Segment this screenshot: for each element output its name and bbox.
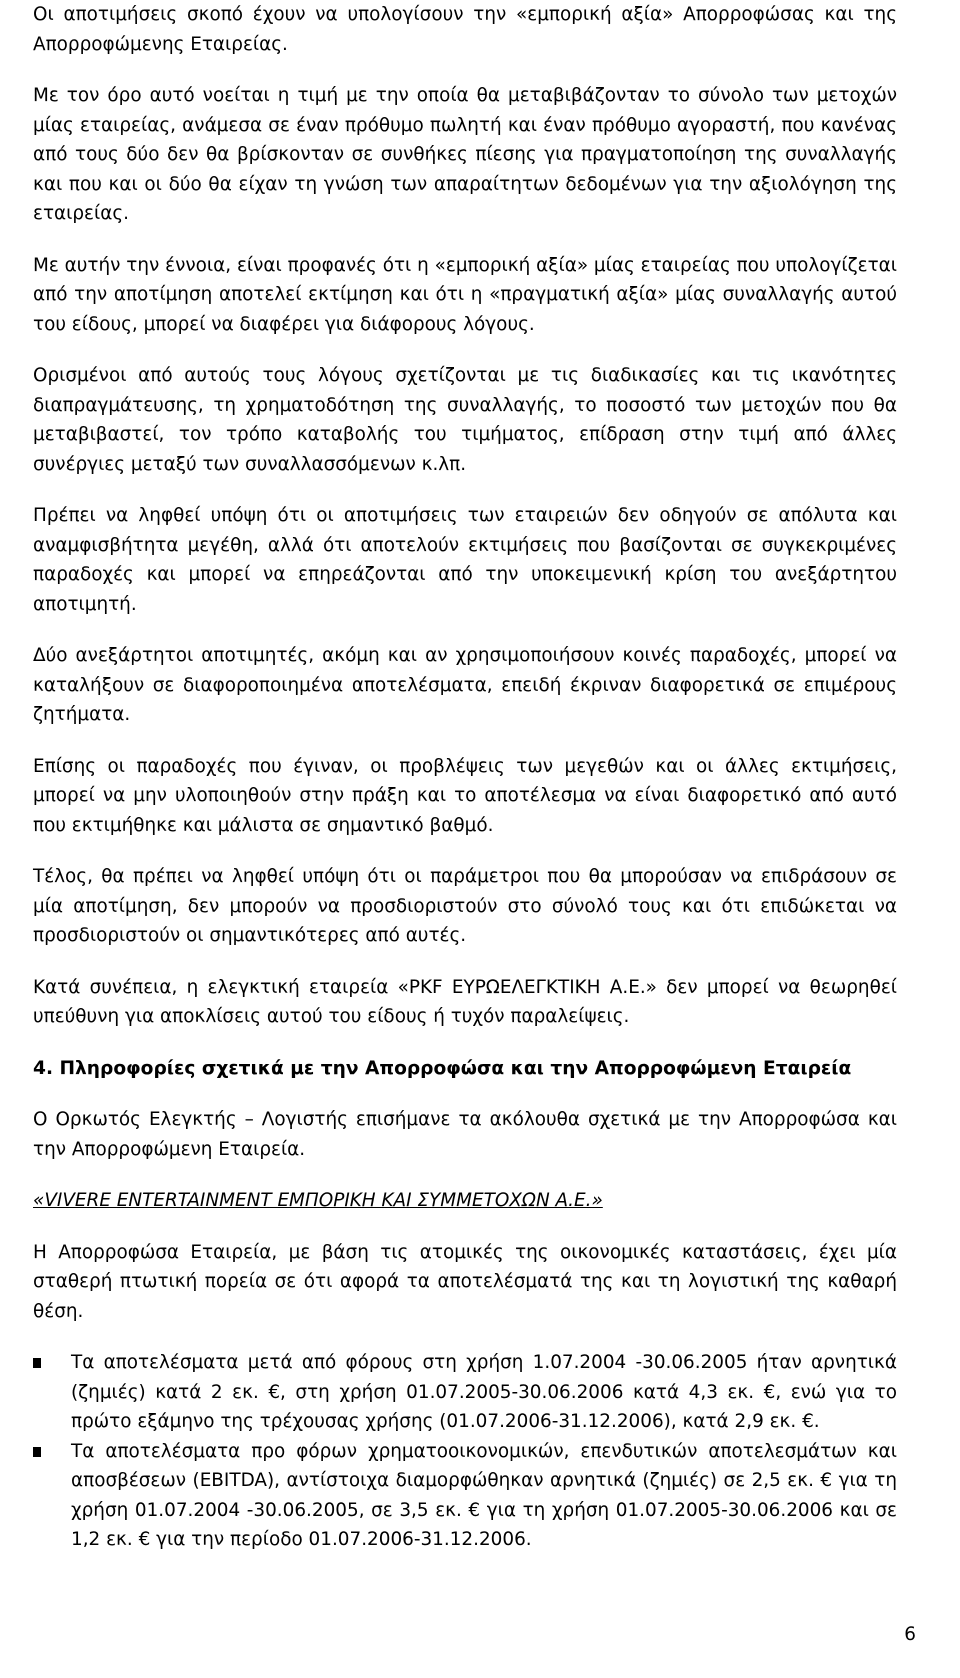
section-intro: Ο Ορκωτός Ελεγκτής – Λογιστής επισήμανε τα ακόλουθα σχετικά με την Απορροφώσα και την Απορροφώμενη Εταιρεία.: [33, 1109, 897, 1160]
list-item: [33, 1348, 897, 1437]
paragraph-definition: Με τον όρο αυτό νοείται η τιμή με την οποία θα μεταβιβάζονταν το σύνολο των μετοχών μίας εταιρείας, ανάμεσα σε έναν πρόθυμο πωλητή και έναν πρόθυμο αγοραστή, που κανένας από τους δύο δεν θα βρίσκονταν σε συνθήκες πίεσης για πραγματοποίηση της συναλλαγής και που και οι δύο θα είχαν τη γνώση των απαραίτητων δεδομένων για την αξιολόγηση της εταιρείας.: [33, 85, 897, 224]
paragraph-estimate: Με αυτήν την έννοια, είναι προφανές ότι η «εμπορική αξία» μίας εταιρείας που υπολογίζεται από την αποτίμηση αποτελεί εκτίμηση και ότι η «πραγματική αξία» μίας συναλλαγής αυτού του είδους, μπορεί να διαφέρει για διάφορους λόγους.: [33, 254, 897, 335]
list-item: [33, 1437, 897, 1555]
paragraph-reasons: Ορισμένοι από αυτούς τους λόγους σχετίζονται με τις διαδικασίες και τις ικανότητες διαπραγμάτευσης, τη χρηματοδότηση της συναλλαγής, το ποσοστό των μετοχών που θα μεταβιβαστεί, τον τρόπο καταβολής του τιμήματος, επίδραση στην τιμή από άλλες συνέργιες μεταξύ των συναλλασσόμενων κ.λπ.: [33, 365, 897, 475]
list-item-text: Τα αποτελέσματα προ φόρων χρηματοοικονομικών, επενδυτικών αποτελεσμάτων και αποσβέσεων (EBITDA), αντίστοιχα διαμορφώθηκαν αρνητικά (ζημιές) σε 2,5 εκ. € για τη χρήση 01.07.2004 -30.06.2005, σε 3,5 εκ. € για τη χρήση 01.07.2005-30.06.2006 και σε 1,2 εκ. € για την περίοδο 01.07.2006-31.12.2006.: [71, 1440, 897, 1550]
section-heading: 4. Πληροφορίες σχετικά με την Απορροφώσα και την Απορροφώμενη Εταιρεία: [33, 1057, 852, 1079]
square-bullet-icon: [33, 1447, 41, 1457]
results-list: [33, 1348, 897, 1555]
list-item-text: Τα αποτελέσματα μετά από φόρους στη χρήση 1.07.2004 -30.06.2005 ήταν αρνητικά (ζημιές) κατά 2 εκ. €, στη χρήση 01.07.2005-30.06.2006 κατά 4,3 εκ. €, ενώ για το πρώτο εξάμηνο της τρέχουσας χρήσης (01.07.2006-31.12.2006), κατά 2,9 εκ. €.: [71, 1352, 897, 1432]
paragraph-assumptions: Πρέπει να ληφθεί υπόψη ότι οι αποτιμήσεις των εταιρειών δεν οδηγούν σε απόλυτα και αναμφισβήτητα μεγέθη, αλλά ότι αποτελούν εκτιμήσεις που βασίζονται σε συγκεκριμένες παραδοχές και μπορεί να επηρεάζονται από την υποκειμενική κρίση του ανεξάρτητου αποτιμητή.: [33, 505, 897, 615]
document-page: [33, 0, 897, 1555]
paragraph-two-valuers: Δύο ανεξάρτητοι αποτιμητές, ακόμη και αν χρησιμοποιήσουν κοινές παραδοχές, μπορεί να καταλήξουν σε διαφοροποιημένα αποτελέσματα, επειδή έκριναν διαφορετικά σε επιμέρους ζητήματα.: [33, 645, 897, 725]
company-description: Η Απορροφώσα Εταιρεία, με βάση τις ατομικές της οικονομικές καταστάσεις, έχει μία σταθερή πτωτική πορεία σε ότι αφορά τα αποτελέσματά της και τη λογιστική της καθαρή θέση.: [33, 1241, 897, 1322]
paragraph-disclaimer: Κατά συνέπεια, η ελεγκτική εταιρεία «PKF ΕΥΡΩΕΛΕΓΚΤΙΚΗ Α.Ε.» δεν μπορεί να θεωρηθεί υπεύθυνη για αποκλίσεις αυτού του είδους ή τυχόν παραλείψεις.: [33, 976, 897, 1027]
paragraph-valuation-purpose: Οι αποτιμήσεις σκοπό έχουν να υπολογίσουν την «εμπορική αξία» Απορροφώσας και της Απορροφώμενης Εταιρείας.: [33, 4, 897, 55]
paragraph-forecasts: Επίσης οι παραδοχές που έγιναν, οι προβλέψεις των μεγεθών και οι άλλες εκτιμήσεις, μπορεί να μην υλοποιηθούν στην πράξη και το αποτέλεσμα να είναι διαφορετικό από αυτό που εκτιμήθηκε και μάλιστα σε σημαντικό βαθμό.: [33, 755, 897, 836]
page-number: 6: [904, 1624, 916, 1645]
paragraph-parameters: Τέλος, θα πρέπει να ληφθεί υπόψη ότι οι παράμετροι που θα μπορούσαν να επιδράσουν σε μία αποτίμηση, δεν μπορούν να προσδιοριστούν στο σύνολό τους και ότι επιδώκεται να προσδιοριστούν οι σημαντικότερες από αυτές.: [33, 866, 897, 946]
company-name: «VIVERE ENTERTAINMENT ΕΜΠΟΡΙΚΗ ΚΑΙ ΣΥΜΜΕΤΟΧΩΝ Α.Ε.»: [33, 1190, 603, 1211]
square-bullet-icon: [33, 1358, 41, 1368]
